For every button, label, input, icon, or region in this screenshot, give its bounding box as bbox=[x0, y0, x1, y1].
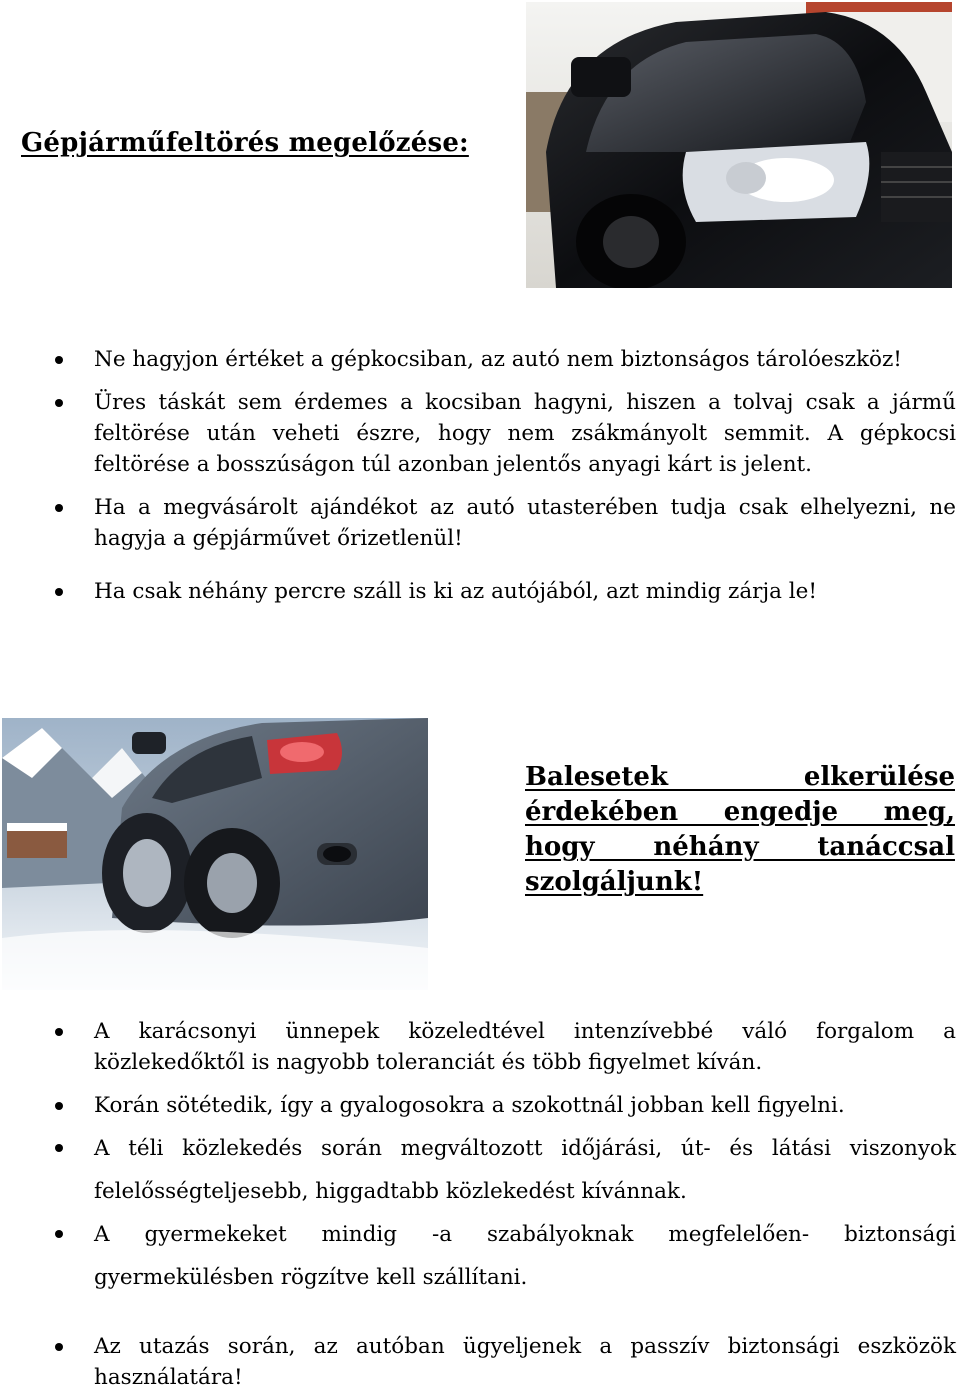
list-item: A karácsonyi ünnepek közeledtével intenzívebbé váló forgalom a közlekedőktől is nagyobb toleranciát és több figyelmet kíván. bbox=[50, 1016, 956, 1078]
accident-prevention-list bbox=[50, 1016, 956, 1393]
list-item: Az utazás során, az autóban ügyeljenek a passzív biztonsági eszközök használatára! bbox=[50, 1331, 956, 1393]
snowy-suv-photo bbox=[2, 718, 428, 990]
section-heading-accident-prevention: Balesetek elkerülése érdekében engedje meg, hogy néhány tanáccsal szolgáljunk! bbox=[525, 762, 955, 897]
theft-prevention-list bbox=[50, 344, 956, 619]
list-item: Ha csak néhány percre száll is ki az autójából, azt mindig zárja le! bbox=[50, 576, 956, 607]
list-item: Ha a megvásárolt ajándékot az autó utasterében tudja csak elhelyezni, ne hagyja a gépjárművet őrizetlenül! bbox=[50, 492, 956, 554]
list-item: A gyermekeket mindig -a szabályoknak megfelelően- biztonsági gyermekülésben rögzítve kell szállítani. bbox=[50, 1213, 956, 1299]
section-heading-theft-prevention: Gépjárműfeltörés megelőzése: bbox=[21, 128, 469, 158]
list-item: Ne hagyjon értéket a gépkocsiban, az autó nem biztonságos tárolóeszköz! bbox=[50, 344, 956, 375]
list-item: Korán sötétedik, így a gyalogosokra a szokottnál jobban kell figyelni. bbox=[50, 1090, 956, 1121]
list-item: Üres táskát sem érdemes a kocsiban hagyni, hiszen a tolvaj csak a jármű feltörése után veheti észre, hogy nem zsákmányolt semmit. A gépkocsi feltörése a bosszúságon túl azonban jelentős anyagi kárt is jelent. bbox=[50, 387, 956, 480]
list-item: A téli közlekedés során megváltozott időjárási, út- és látási viszonyok felelősségteljesebb, higgadtabb közlekedést kívánnak. bbox=[50, 1127, 956, 1213]
black-van-photo bbox=[526, 2, 952, 288]
